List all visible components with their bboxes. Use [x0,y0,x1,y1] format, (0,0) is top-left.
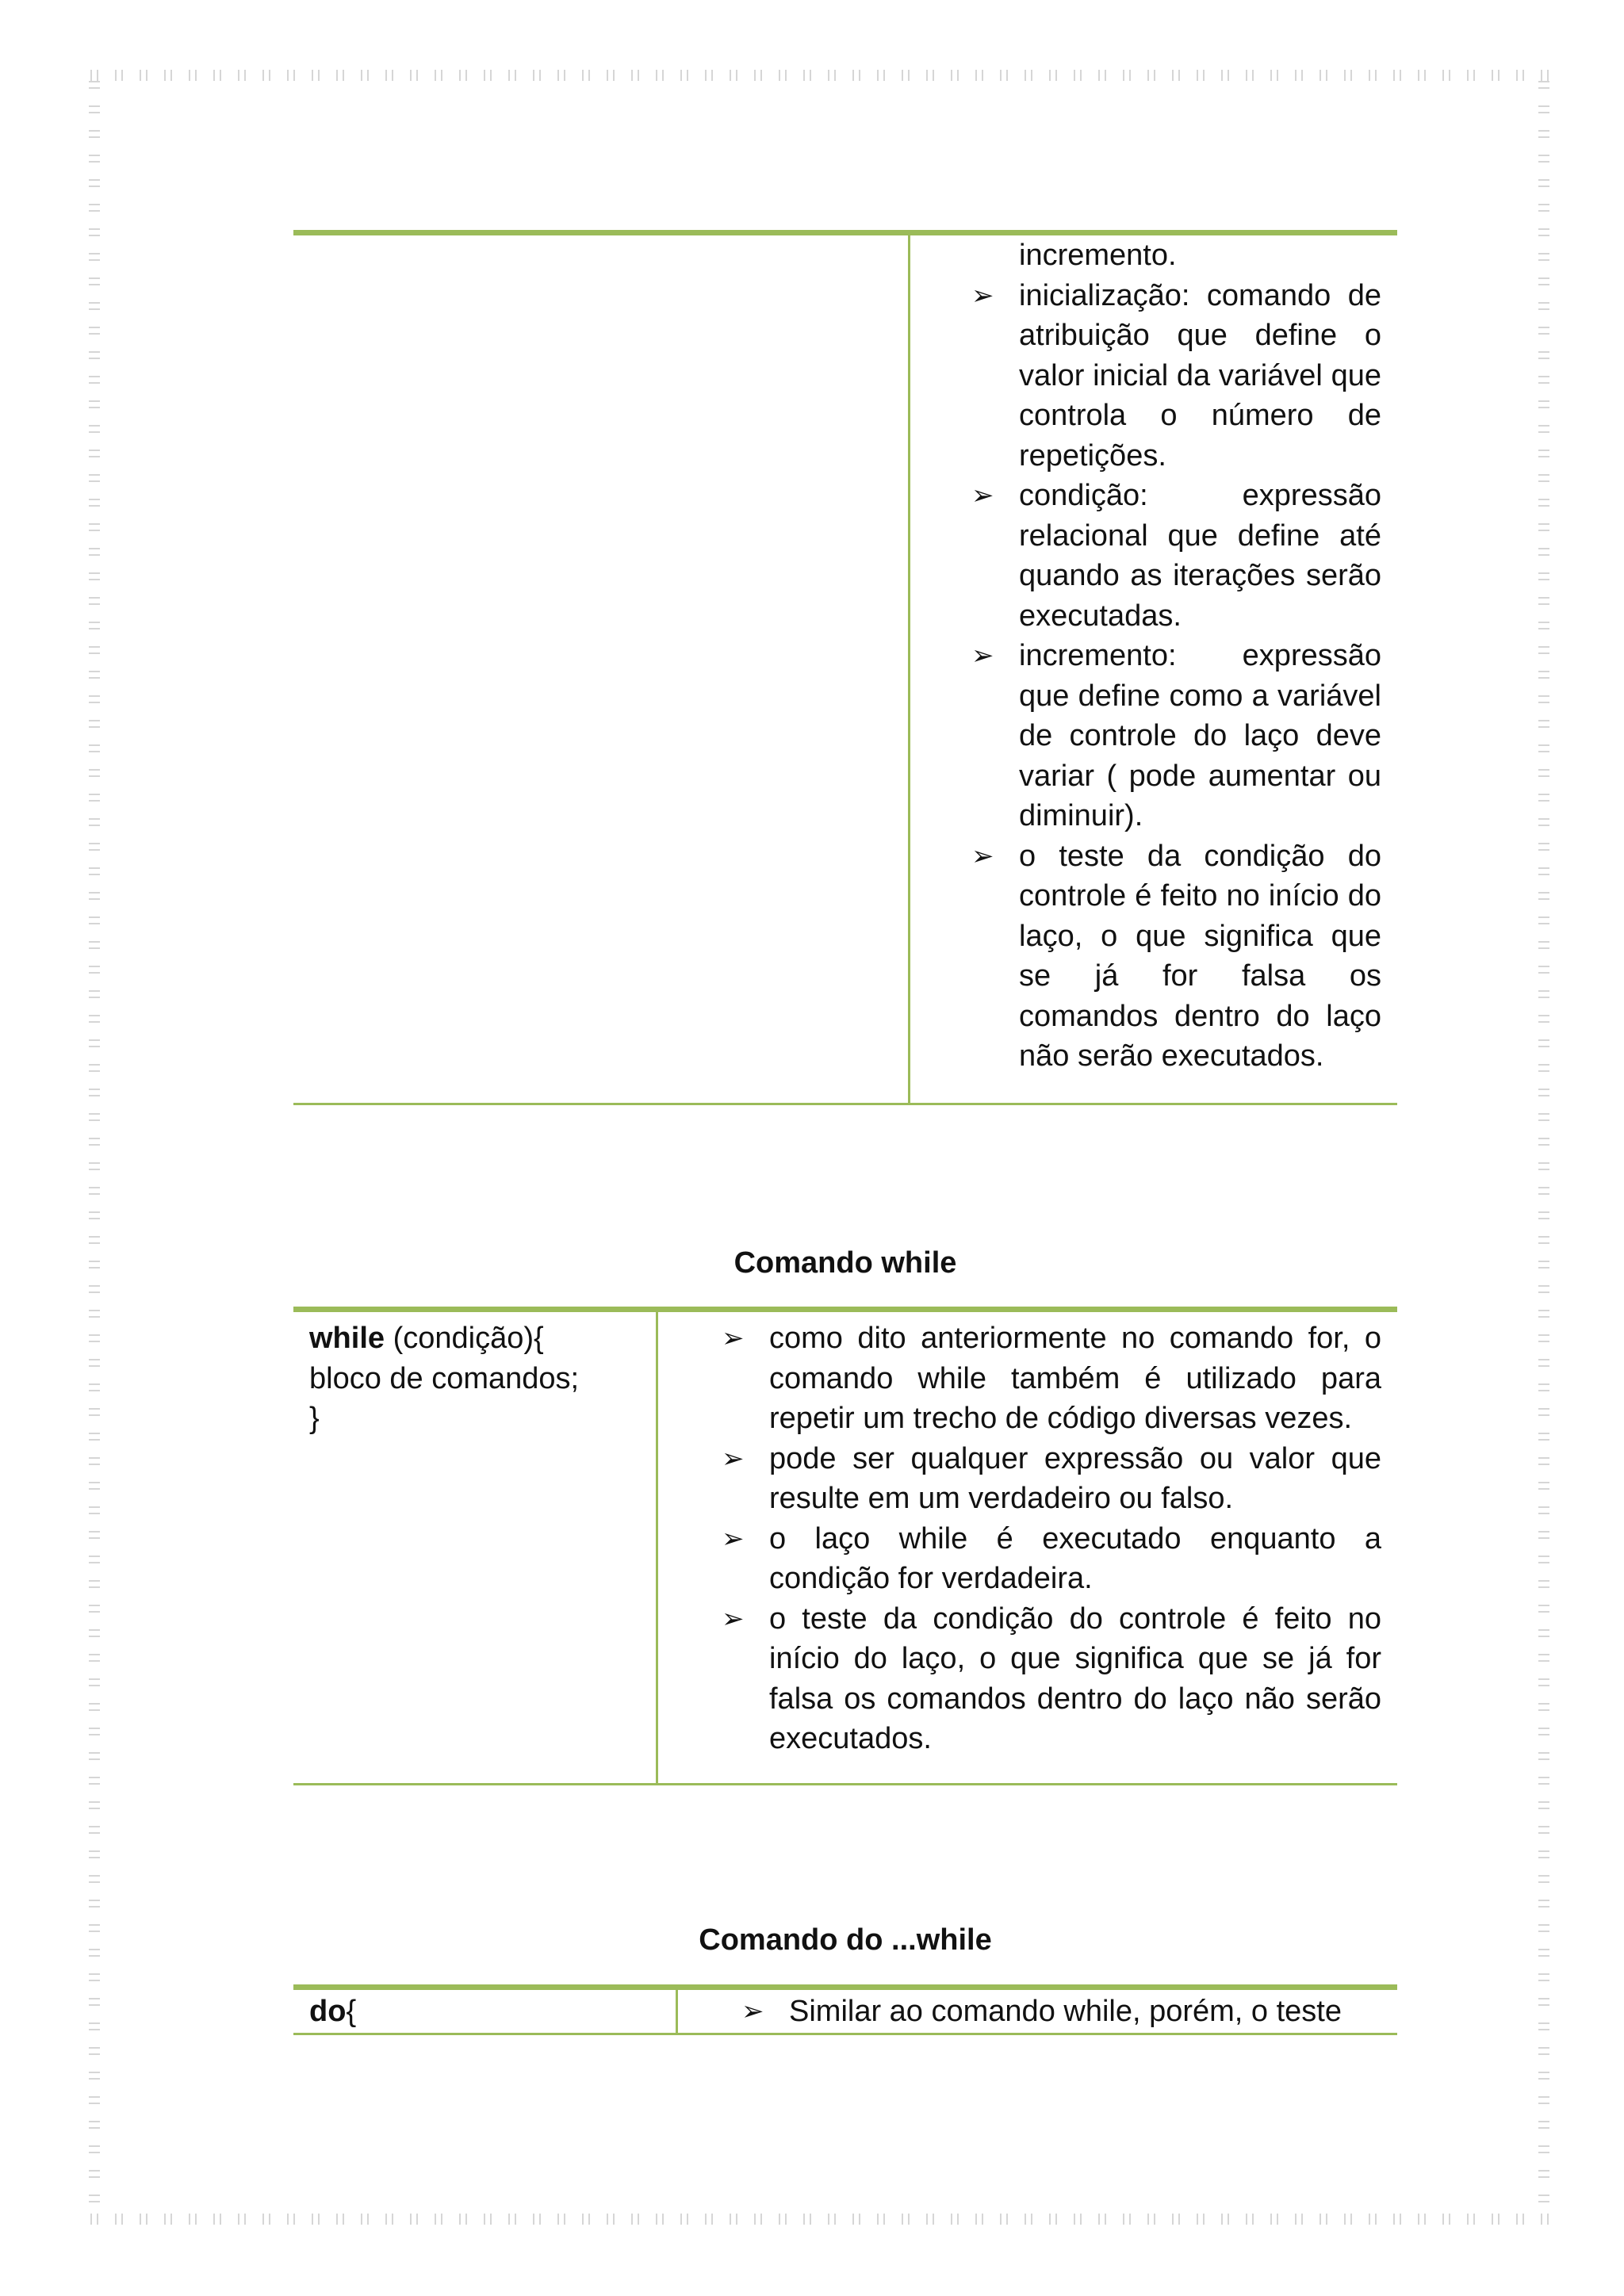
list-item: ➢ como dito anteriormente no comando for, o comando while também é utilizado para repetir um trecho de código diversas vezes. [769,1318,1381,1439]
arrowhead-bullet-icon: ➢ [971,840,994,872]
arrowhead-bullet-icon: ➢ [971,279,994,312]
do-while-syntax-cell [293,1990,676,2033]
arrowhead-bullet-icon: ➢ [971,480,994,511]
table-bottom-rule [293,1783,1397,1785]
table-top-rule [293,1307,1397,1312]
while-command-table [293,1307,1397,1785]
list-item: ➢ inicialização: comando de atribuição que define o valor inicial da variável que controla o número de repetições. [1019,276,1381,476]
arrowhead-bullet-icon: ➢ [722,1602,745,1635]
table-top-rule [293,1984,1397,1990]
for-command-table [293,230,1397,1105]
list-item: ➢ incremento: expressão que define como a variável de controle do laço deve variar ( pode aumentar ou diminuir). [1019,636,1381,836]
arrowhead-bullet-icon: ➢ [971,640,994,672]
list-item: ➢ o teste da condição do controle é feito no início do laço, o que significa que se já for falsa os comandos dentro do laço não serão executados. [1019,836,1381,1077]
code-keyword: do [309,1995,347,2028]
table-left-cell [293,235,908,1103]
list-item: ➢ o teste da condição do controle é feito no início do laço, o que significa que se já for falsa os comandos dentro do laço não serão executados. [769,1599,1381,1759]
list-item: ➢ pode ser qualquer expressão ou valor que resulte em um verdadeiro ou falso. [769,1439,1381,1519]
page-border-top [89,70,1549,81]
table-right-cell [908,235,1397,1103]
code-line: do{ [309,1995,357,2028]
list-item: ➢ Similar ao comando while, porém, o teste [789,1992,1381,2032]
while-syntax-cell [293,1312,656,1783]
code-line: bloco de comandos; [309,1361,580,1395]
while-bullet-list [722,1318,1381,1759]
code-keyword: while [309,1322,385,1355]
do-while-description-cell [676,1990,1397,2033]
table-bottom-rule [293,1103,1397,1105]
arrowhead-bullet-icon: ➢ [741,1996,764,2027]
arrowhead-bullet-icon: ➢ [722,1442,745,1475]
list-item: ➢ o laço while é executado enquanto a condição for verdadeira. [769,1519,1381,1599]
do-while-command-table [293,1984,1397,2035]
table-top-rule [293,230,1397,235]
arrowhead-bullet-icon: ➢ [722,1322,745,1354]
page-border-left [89,79,100,2214]
arrowhead-bullet-icon: ➢ [722,1522,745,1555]
while-description-cell [656,1312,1397,1783]
section-title-do-while: Comando do ...while [699,1923,992,1957]
continuation-text: incremento. [1019,239,1177,272]
code-line: while (condição){ [309,1322,544,1355]
for-bullet-list [971,276,1381,1077]
code-line: } [309,1402,320,1435]
do-while-bullet-list [741,1992,1381,2032]
list-item: ➢ condição: expressão relacional que define até quando as iterações serão executadas. [1019,476,1381,636]
page-border-bottom [89,2214,1549,2225]
page-border-right [1538,79,1549,2214]
table-bottom-rule [293,2033,1397,2035]
section-title-while: Comando while [733,1246,957,1280]
